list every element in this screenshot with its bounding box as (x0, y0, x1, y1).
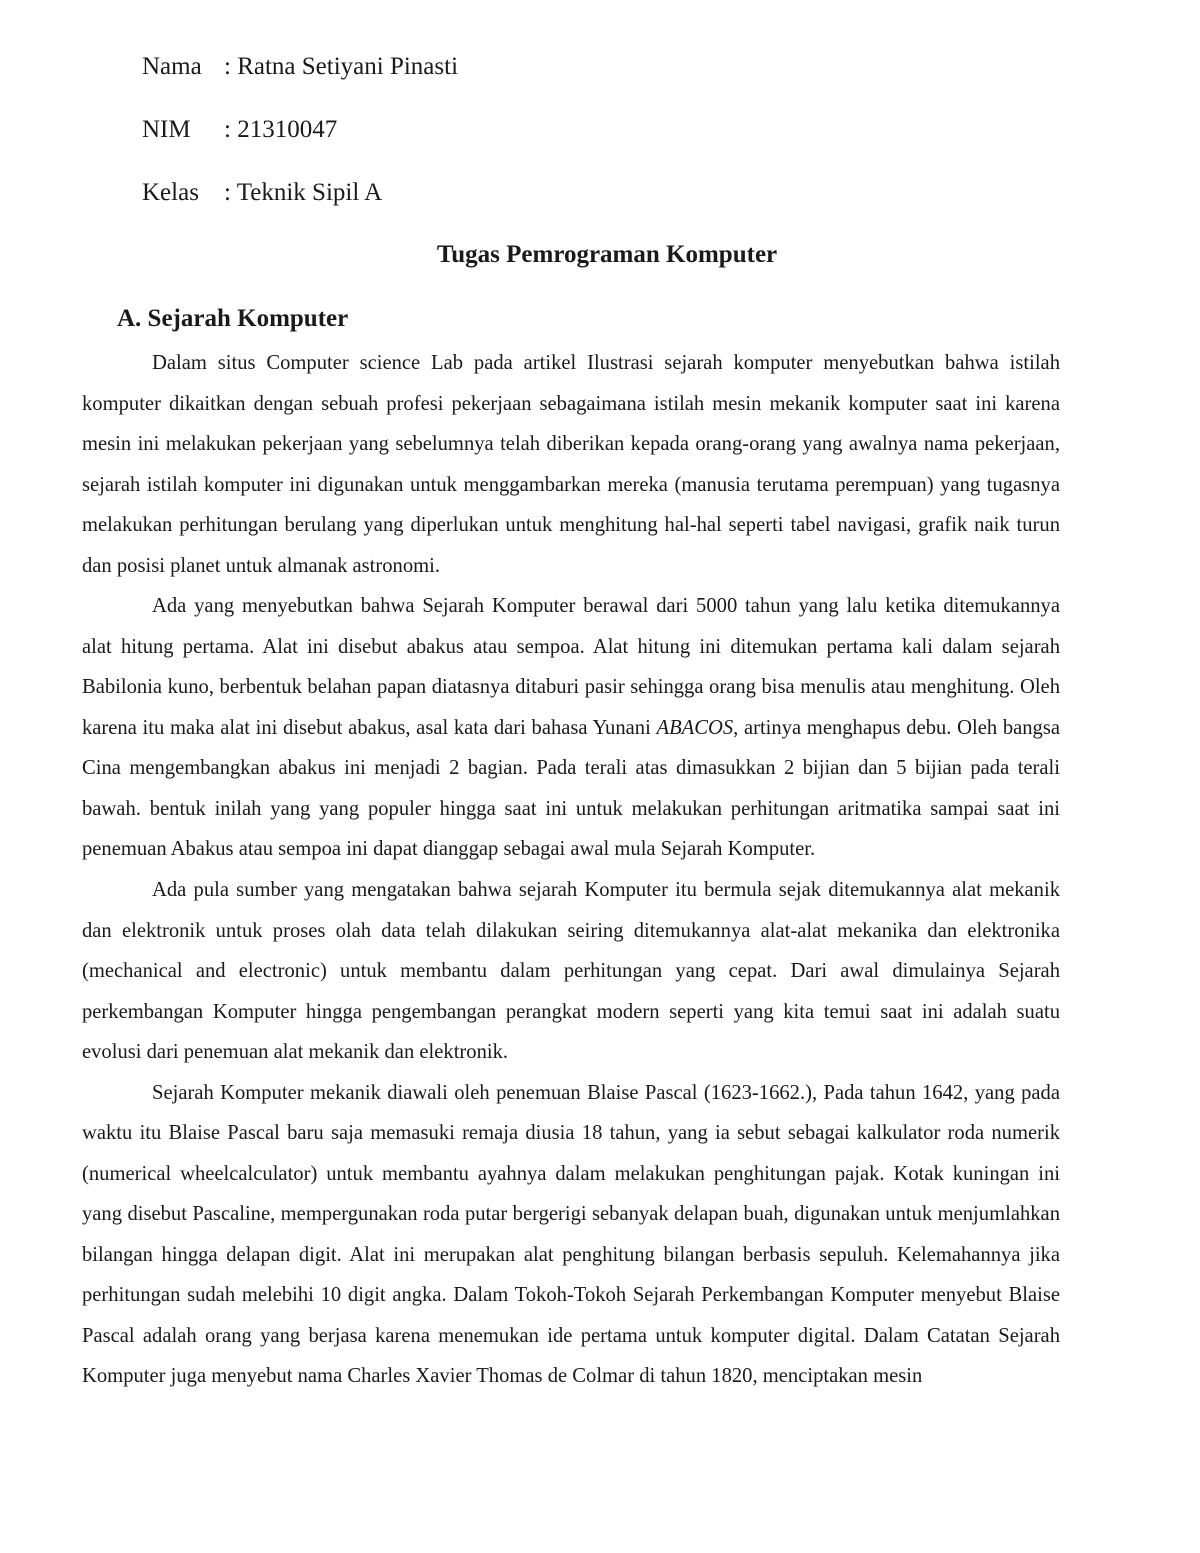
info-label-kelas: Kelas (142, 179, 199, 206)
info-row-nim (142, 115, 337, 145)
info-row-kelas (142, 178, 382, 208)
info-row-nama (142, 52, 458, 82)
paragraph-2-italic-term: ABACOS (656, 716, 734, 739)
paragraph-2-text-after: , artinya menghapus debu. Oleh bangsa Cina mengembangkan abakus ini menjadi 2 bagian. Pada terali atas dimasukkan 2 bijian dan 5 bijian pada terali bawah. bentuk inilah yang yang populer hingga saat ini untuk melakukan perhitungan aritmatika sampai saat ini penemuan Abakus atau sempoa ini dapat dianggap sebagai awal mula Sejarah Komputer. (82, 716, 1061, 861)
paragraph-2-text-before: Ada yang menyebutkan bahwa Sejarah Komputer berawal dari 5000 tahun yang lalu ketika ditemukannya alat hitung pertama. Alat ini disebut abakus atau sempoa. Alat hitung ini ditemukan pertama kali dalam sejarah Babilonia kuno, berbentuk belahan papan diatasnya ditaburi pasir sehingga orang bisa menulis atau menghitung. Oleh karena itu maka alat ini disebut abakus, asal kata dari bahasa Yunani (82, 595, 1060, 739)
paragraph-3: Ada pula sumber yang mengatakan bahwa sejarah Komputer itu bermula sejak ditemukannya alat mekanik dan elektronik untuk proses olah data telah dilakukan seiring ditemukannya alat-alat mekanika dan elektronika (mechanical and electronic) untuk membantu dalam perhitungan yang cepat. Dari awal dimulainya Sejarah perkembangan Komputer hingga pengembangan perangkat modern seperti yang kita temui saat ini adalah suatu evolusi dari penemuan alat mekanik dan elektronik. (82, 879, 1060, 1064)
info-label-nama: Nama (142, 53, 202, 80)
paragraph-1: Dalam situs Computer science Lab pada artikel Ilustrasi sejarah komputer menyebutkan bahwa istilah komputer dikaitkan dengan sebuah profesi pekerjaan sebagaimana istilah mesin mekanik komputer saat ini karena mesin ini melakukan pekerjaan yang sebelumnya telah diberikan kepada orang-orang yang awalnya nama pekerjaan, sejarah istilah komputer ini digunakan untuk menggambarkan mereka (manusia terutama perempuan) yang tugasnya melakukan perhitungan berulang yang diperlukan untuk menghitung hal-hal seperti tabel navigasi, grafik naik turun dan posisi planet untuk almanak astronomi. (82, 352, 1060, 577)
paragraph-4: Sejarah Komputer mekanik diawali oleh penemuan Blaise Pascal (1623-1662.), Pada tahun 1642, yang pada waktu itu Blaise Pascal baru saja memasuki remaja diusia 18 tahun, yang ia sebut sebagai kalkulator roda numerik (numerical wheelcalculator) untuk membantu ayahnya dalam melakukan penghitungan pajak. Kotak kuningan ini yang disebut Pascaline, mempergunakan roda putar bergerigi sebanyak delapan buah, digunakan untuk menjumlahkan bilangan hingga delapan digit. Alat ini merupakan alat penghitung bilangan berbasis sepuluh. Kelemahannya jika perhitungan sudah melebihi 10 digit angka. Dalam Tokoh-Tokoh Sejarah Perkembangan Komputer menyebut Blaise Pascal adalah orang yang berjasa karena menemukan ide pertama untuk komputer digital. Dalam Catatan Sejarah Komputer juga menyebut nama Charles Xavier Thomas de Colmar di tahun 1820, menciptakan mesin (82, 1081, 1060, 1388)
info-label-nim: NIM (142, 116, 191, 143)
info-value-kelas: : Teknik Sipil A (224, 179, 383, 206)
info-value-nama: : Ratna Setiyani Pinasti (224, 53, 459, 80)
body-text (82, 343, 1060, 1397)
paragraph-2 (82, 586, 1060, 870)
document-title: Tugas Pemrograman Komputer (436, 241, 778, 268)
section-heading: A. Sejarah Komputer (117, 305, 349, 332)
info-value-nim: : 21310047 (224, 116, 338, 143)
